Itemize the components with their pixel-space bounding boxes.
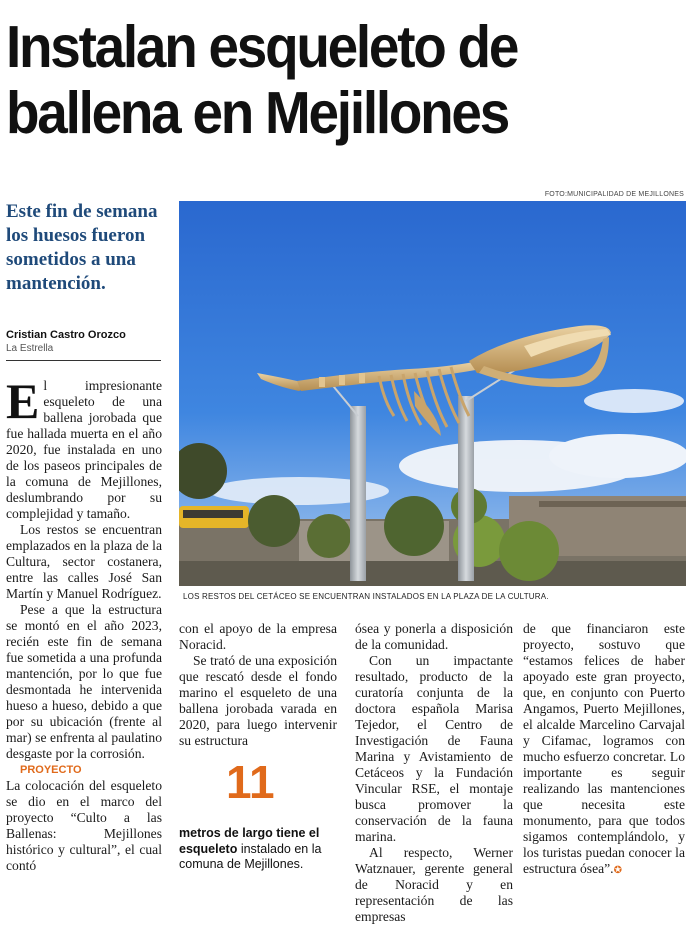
article-paragraph: con el apoyo de la empresa Noracid. [179,621,337,652]
article-paragraph: La colocación del esqueleto se dio en el marco del proyecto “Culto a las Ballenas: Mejillones histórico y cultural”, el cual contó [6,778,162,873]
whale-skeleton-photo [179,201,686,586]
article-paragraph [6,373,162,522]
subhead: Este fin de semana los huesos fueron sometidos a una mantención. [6,201,158,294]
drop-cap: E [6,373,40,429]
end-mark-icon: ✪ [613,865,622,876]
headline [6,14,640,146]
stat-number: 11 [226,756,275,808]
article-column-2 [179,621,337,749]
byline-outlet: La Estrella [6,343,54,354]
paragraph-text: de que financiaron este proyecto, sostuvo que “estamos felices de haber apoyado este gran proyecto, que, en conjunto con Puerto Angamos, Puerto Mejillones, el alcalde Marcelino Carvajal y Cifamac, logramos con mucho esfuerzo concretar. Lo importante es seguir realizando las mantenciones que necesita este monumento, para que todos sigamos contemplándolo, y los turistas puedan conocer la estructura ósea”. [523,621,685,876]
article-paragraph: Los restos se encuentran emplazados en la plaza de la Cultura, sector costanera, entre las calles José San Martín y Manuel Rodríguez. [6,522,162,601]
byline-divider [6,360,161,361]
section-heading: PROYECTO [20,764,82,776]
stat-bold-text: metros de largo tiene el esqueleto [179,826,320,856]
article-paragraph: Se trató de una exposición que rescató desde el fondo marino el esqueleto de una ballena jorobada varada en 2020, para luego intervenir su estructura [179,653,337,748]
article-paragraph: Pese a que la estructura se montó en el año 2023, recién este fin de semana fue sometida a una profunda mantención, por lo que fue desmontada he intervenida hueso a hueso, debido a que por su ubicación (frente al mar) se enfrenta al paulatino desgaste por la corrosión. [6,602,162,761]
article-column-1 [6,373,162,874]
article-paragraph: ósea y ponerla a disposición de la comunidad. [355,621,513,652]
byline-author: Cristian Castro Orozco [6,329,126,341]
article-column-4 [523,621,685,879]
photo-credit: FOTO:MUNICIPALIDAD DE MEJILLONES [544,191,684,198]
paragraph-text: l impresionante esqueleto de una ballena jorobada que fue hallada muerta en el año 2020, fue instalada en uno de los paseos principales de la comuna de Mejillones, deslumbrando por su complejidad y tamaño. [6,378,162,521]
photo-caption: LOS RESTOS DEL CETÁCEO SE ENCUENTRAN INSTALADOS EN LA PLAZA DE LA CULTURA. [183,592,549,601]
stat-rest-text: instalado en la comuna de Mejillones. [179,841,322,871]
headline-line-2: ballena en Mejillones [6,80,508,146]
article-paragraph: Al respecto, Werner Watznauer, gerente general de Noracid y en representación de las empresas [355,845,513,924]
headline-line-1: Instalan esqueleto de [6,14,518,80]
article-paragraph: Con un impactante resultado, producto de la curatoría conjunta de la doctora española Marisa Tejedor, el Centro de Investigación de Fauna Marina y Avistamiento de Cetáceos y la Fundación Vincular RSE, el montaje busca promover la conservación de la fauna marina. [355,653,513,844]
article-column-3 [355,621,513,925]
stat-description [179,826,339,873]
article-paragraph [523,621,685,879]
